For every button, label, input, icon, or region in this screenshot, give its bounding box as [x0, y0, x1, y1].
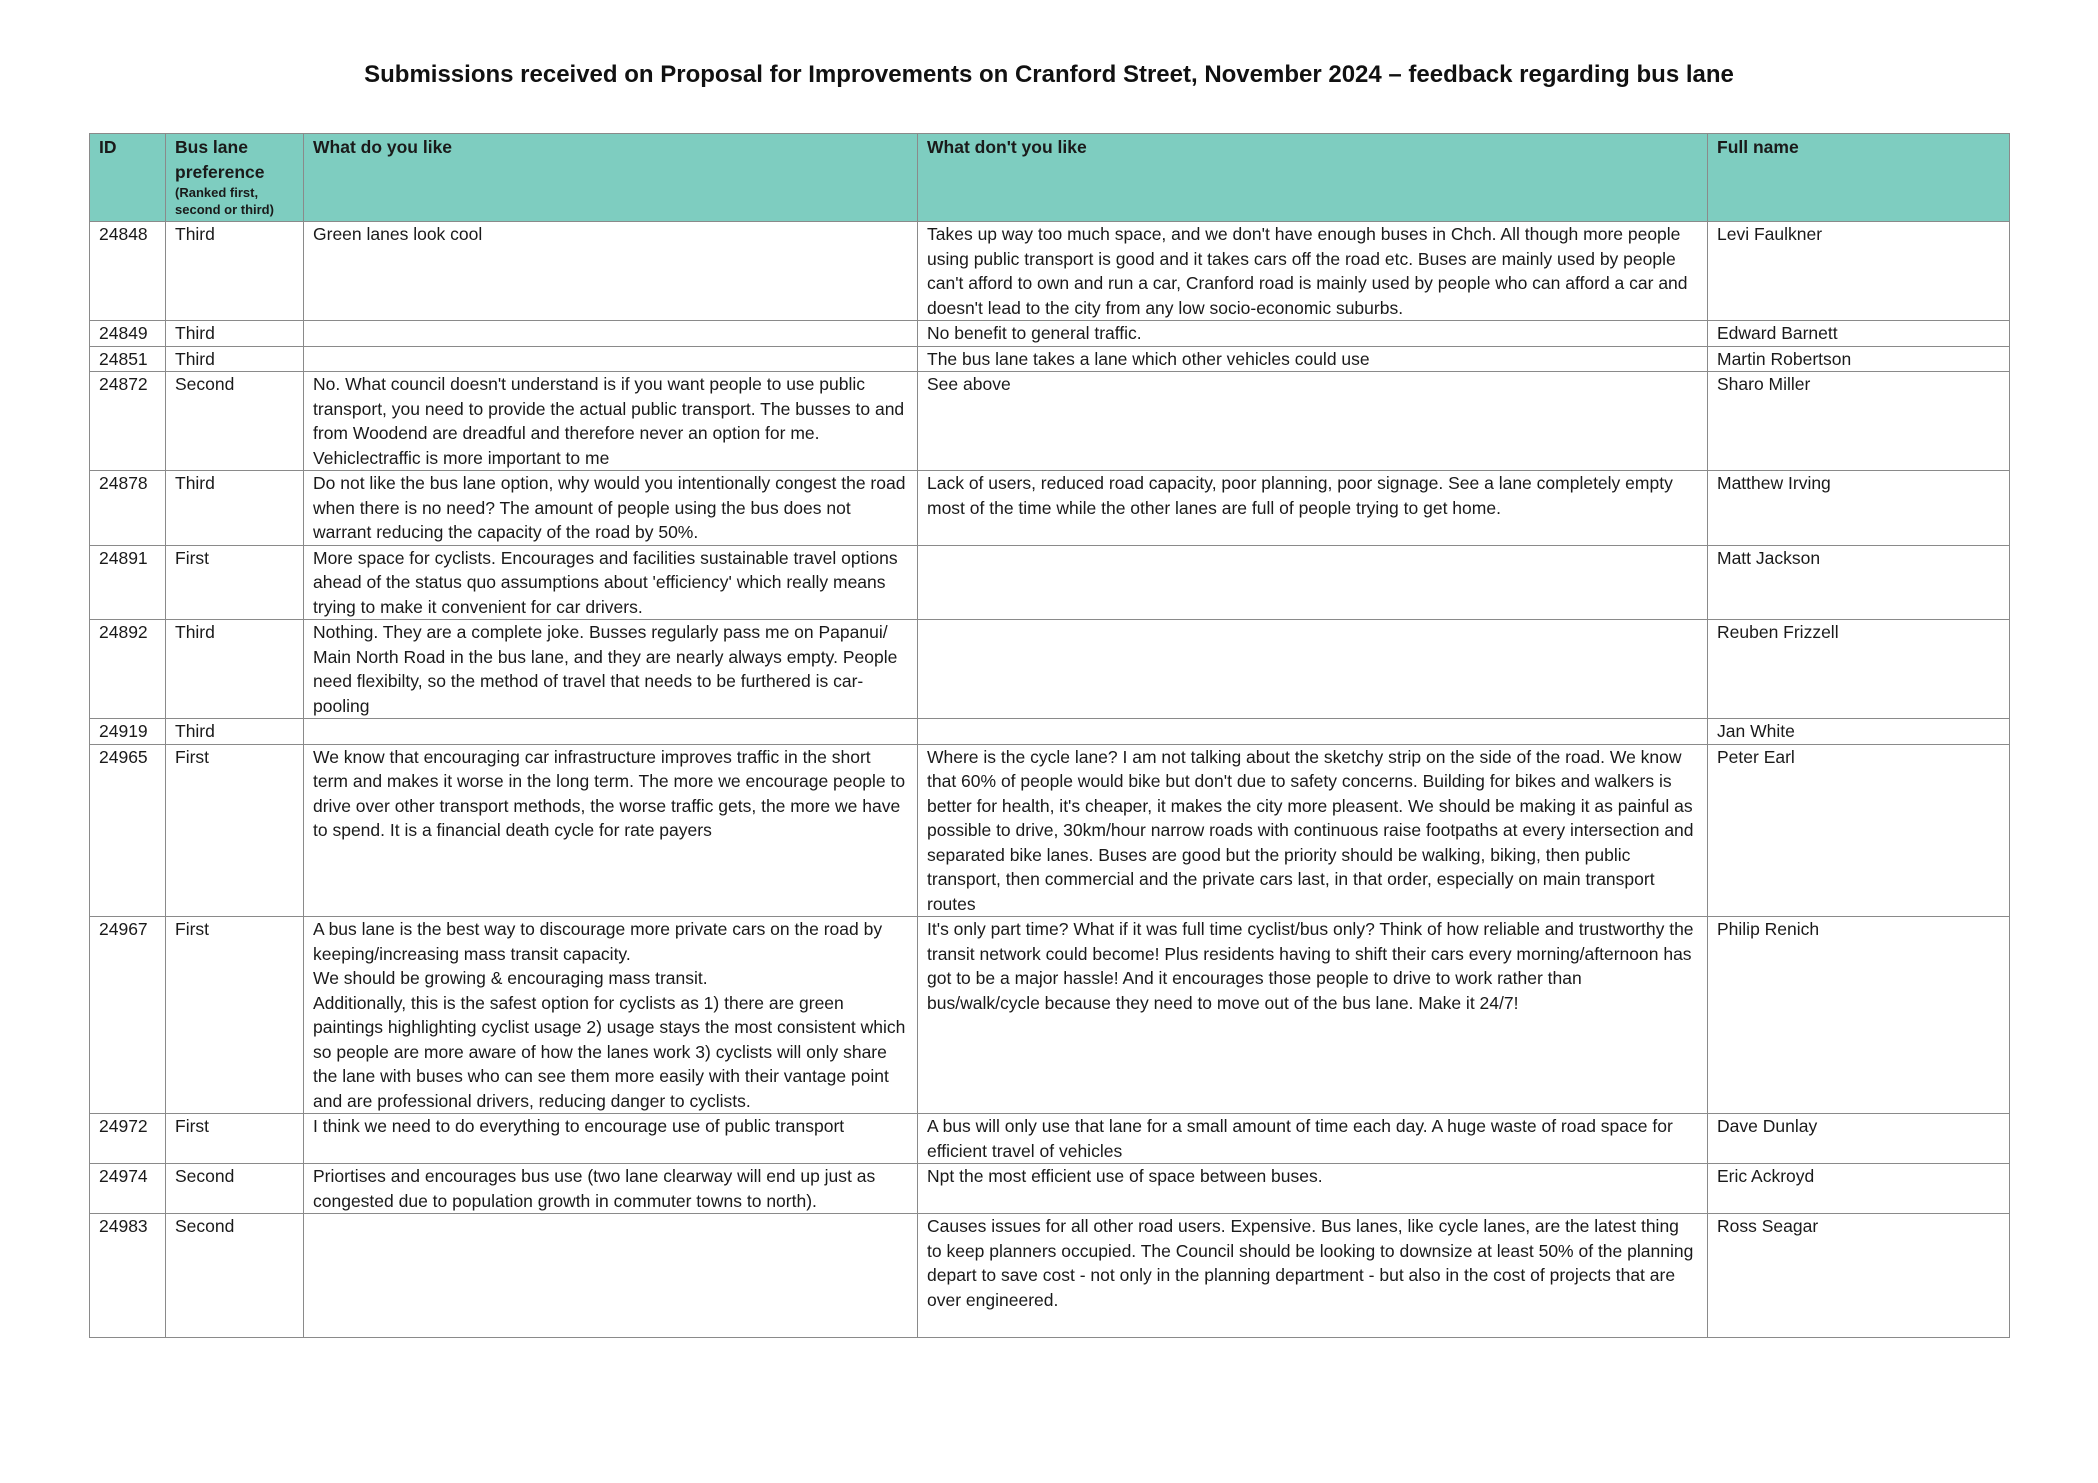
cell-name: Sharo Miller — [1708, 372, 2010, 471]
cell-name: Peter Earl — [1708, 744, 2010, 917]
header-row — [90, 134, 2010, 222]
table-row — [90, 1164, 2010, 1214]
cell-name: Reuben Frizzell — [1708, 620, 2010, 719]
cell-preference: First — [166, 545, 304, 620]
cell-preference: Third — [166, 620, 304, 719]
cell-like: Do not like the bus lane option, why would you intentionally congest the road when there is no need? The amount of people using the bus does not warrant reducing the capacity of the road by 50%. — [304, 471, 918, 546]
cell-id: 24983 — [90, 1214, 166, 1338]
cell-like: A bus lane is the best way to discourage more private cars on the road by keeping/increasing mass transit capacity. We should be growing & encouraging mass transit. Additionally, this is the safest option for cyclists as 1) there are green paintings highlighting cyclist usage 2) usage stays the most consistent which so people are more aware of how the lanes work 3) cyclists will only share the lane with buses who can see them more easily with their vantage point and are professional drivers, reducing danger to cyclists. — [304, 917, 918, 1114]
cell-preference: Second — [166, 1214, 304, 1338]
cell-name: Matt Jackson — [1708, 545, 2010, 620]
cell-id: 24848 — [90, 222, 166, 321]
header-preference-note: (Ranked first, second or third) — [175, 185, 274, 217]
cell-dislike: Npt the most efficient use of space between buses. — [918, 1164, 1708, 1214]
cell-preference: Third — [166, 321, 304, 347]
table-row — [90, 620, 2010, 719]
cell-preference: Second — [166, 1164, 304, 1214]
cell-dislike: Where is the cycle lane? I am not talking about the sketchy strip on the side of the road. We know that 60% of people would bike but don't due to safety concerns. Building for bikes and walkers is better for health, it's cheaper, it makes the city more pleasent. We should be making it as painful as possible to drive, 30km/hour narrow roads with continuous raise footpaths at every intersection and separated bike lanes. Buses are good but the priority should be walking, biking, then public transport, then commercial and the private cars last, in that order, especially on main transport routes — [918, 744, 1708, 917]
table-row — [90, 719, 2010, 745]
header-like: What do you like — [304, 134, 918, 222]
cell-dislike: Causes issues for all other road users. Expensive. Bus lanes, like cycle lanes, are the latest thing to keep planners occupied. The Council should be looking to downsize at least 50% of the planning depart to save cost - not only in the planning department - but also in the cost of projects that are over engineered. — [918, 1214, 1708, 1338]
table-row — [90, 917, 2010, 1114]
cell-like — [304, 719, 918, 745]
cell-name: Eric Ackroyd — [1708, 1164, 2010, 1214]
table-row — [90, 744, 2010, 917]
cell-name: Edward Barnett — [1708, 321, 2010, 347]
cell-preference: Second — [166, 372, 304, 471]
cell-dislike: No benefit to general traffic. — [918, 321, 1708, 347]
cell-name: Dave Dunlay — [1708, 1114, 2010, 1164]
cell-name: Martin Robertson — [1708, 346, 2010, 372]
table-row — [90, 1214, 2010, 1338]
cell-like: Priortises and encourages bus use (two lane clearway will end up just as congested due to population growth in commuter towns to north). — [304, 1164, 918, 1214]
cell-preference: Third — [166, 471, 304, 546]
cell-dislike — [918, 545, 1708, 620]
cell-preference: First — [166, 917, 304, 1114]
table-row — [90, 471, 2010, 546]
table-row — [90, 545, 2010, 620]
table-row — [90, 321, 2010, 347]
cell-preference: Third — [166, 346, 304, 372]
cell-dislike: It's only part time? What if it was full time cyclist/bus only? Think of how reliable and trustworthy the transit network could become! Plus residents having to shift their cars every morning/afternoon has got to be a major hassle! And it encourages those people to drive to work rather than bus/walk/cycle because they need to move out of the bus lane. Make it 24/7! — [918, 917, 1708, 1114]
table-row — [90, 346, 2010, 372]
cell-dislike — [918, 719, 1708, 745]
cell-dislike: Lack of users, reduced road capacity, poor planning, poor signage. See a lane completely empty most of the time while the other lanes are full of people trying to get home. — [918, 471, 1708, 546]
cell-dislike: Takes up way too much space, and we don't have enough buses in Chch. All though more people using public transport is good and it takes cars off the road etc. Buses are mainly used by people can't afford to own and run a car, Cranford road is mainly used by people who can afford a car and doesn't lead to the city from any low socio-economic suburbs. — [918, 222, 1708, 321]
cell-name: Ross Seagar — [1708, 1214, 2010, 1338]
cell-name: Philip Renich — [1708, 917, 2010, 1114]
cell-id: 24972 — [90, 1114, 166, 1164]
cell-preference: Third — [166, 719, 304, 745]
cell-dislike: See above — [918, 372, 1708, 471]
cell-name: Matthew Irving — [1708, 471, 2010, 546]
table-row — [90, 1114, 2010, 1164]
cell-like: Green lanes look cool — [304, 222, 918, 321]
header-name: Full name — [1708, 134, 2010, 222]
table-row — [90, 222, 2010, 321]
cell-dislike: The bus lane takes a lane which other vehicles could use — [918, 346, 1708, 372]
cell-id: 24878 — [90, 471, 166, 546]
cell-preference: Third — [166, 222, 304, 321]
cell-id: 24849 — [90, 321, 166, 347]
cell-like: Nothing. They are a complete joke. Busses regularly pass me on Papanui/ Main North Road in the bus lane, and they are nearly always empty. People need flexibilty, so the method of travel that needs to be furthered is car-pooling — [304, 620, 918, 719]
cell-dislike: A bus will only use that lane for a small amount of time each day. A huge waste of road space for efficient travel of vehicles — [918, 1114, 1708, 1164]
cell-like: I think we need to do everything to encourage use of public transport — [304, 1114, 918, 1164]
feedback-table — [89, 133, 2010, 1338]
table-row — [90, 372, 2010, 471]
cell-id: 24967 — [90, 917, 166, 1114]
header-dislike: What don't you like — [918, 134, 1708, 222]
cell-id: 24891 — [90, 545, 166, 620]
header-preference-label: Bus lane preference — [175, 137, 265, 182]
cell-like — [304, 321, 918, 347]
cell-like: No. What council doesn't understand is if you want people to use public transport, you need to provide the actual public transport. The busses to and from Woodend are dreadful and therefore never an option for me. Vehiclectraffic is more important to me — [304, 372, 918, 471]
header-preference — [166, 134, 304, 222]
cell-id: 24851 — [90, 346, 166, 372]
cell-like: We know that encouraging car infrastructure improves traffic in the short term and makes it worse in the long term. The more we encourage people to drive over other transport methods, the worse traffic gets, the more we have to spend. It is a financial death cycle for rate payers — [304, 744, 918, 917]
cell-like: More space for cyclists. Encourages and facilities sustainable travel options ahead of the status quo assumptions about 'efficiency' which really means trying to make it convenient for car drivers. — [304, 545, 918, 620]
page-title: Submissions received on Proposal for Improvements on Cranford Street, November 2024 – feedback regarding bus lane — [364, 61, 1734, 88]
cell-name: Levi Faulkner — [1708, 222, 2010, 321]
cell-id: 24974 — [90, 1164, 166, 1214]
cell-name: Jan White — [1708, 719, 2010, 745]
cell-preference: First — [166, 744, 304, 917]
header-id: ID — [90, 134, 166, 222]
cell-id: 24965 — [90, 744, 166, 917]
cell-id: 24892 — [90, 620, 166, 719]
cell-like — [304, 346, 918, 372]
cell-dislike — [918, 620, 1708, 719]
cell-preference: First — [166, 1114, 304, 1164]
cell-id: 24872 — [90, 372, 166, 471]
cell-like — [304, 1214, 918, 1338]
cell-id: 24919 — [90, 719, 166, 745]
